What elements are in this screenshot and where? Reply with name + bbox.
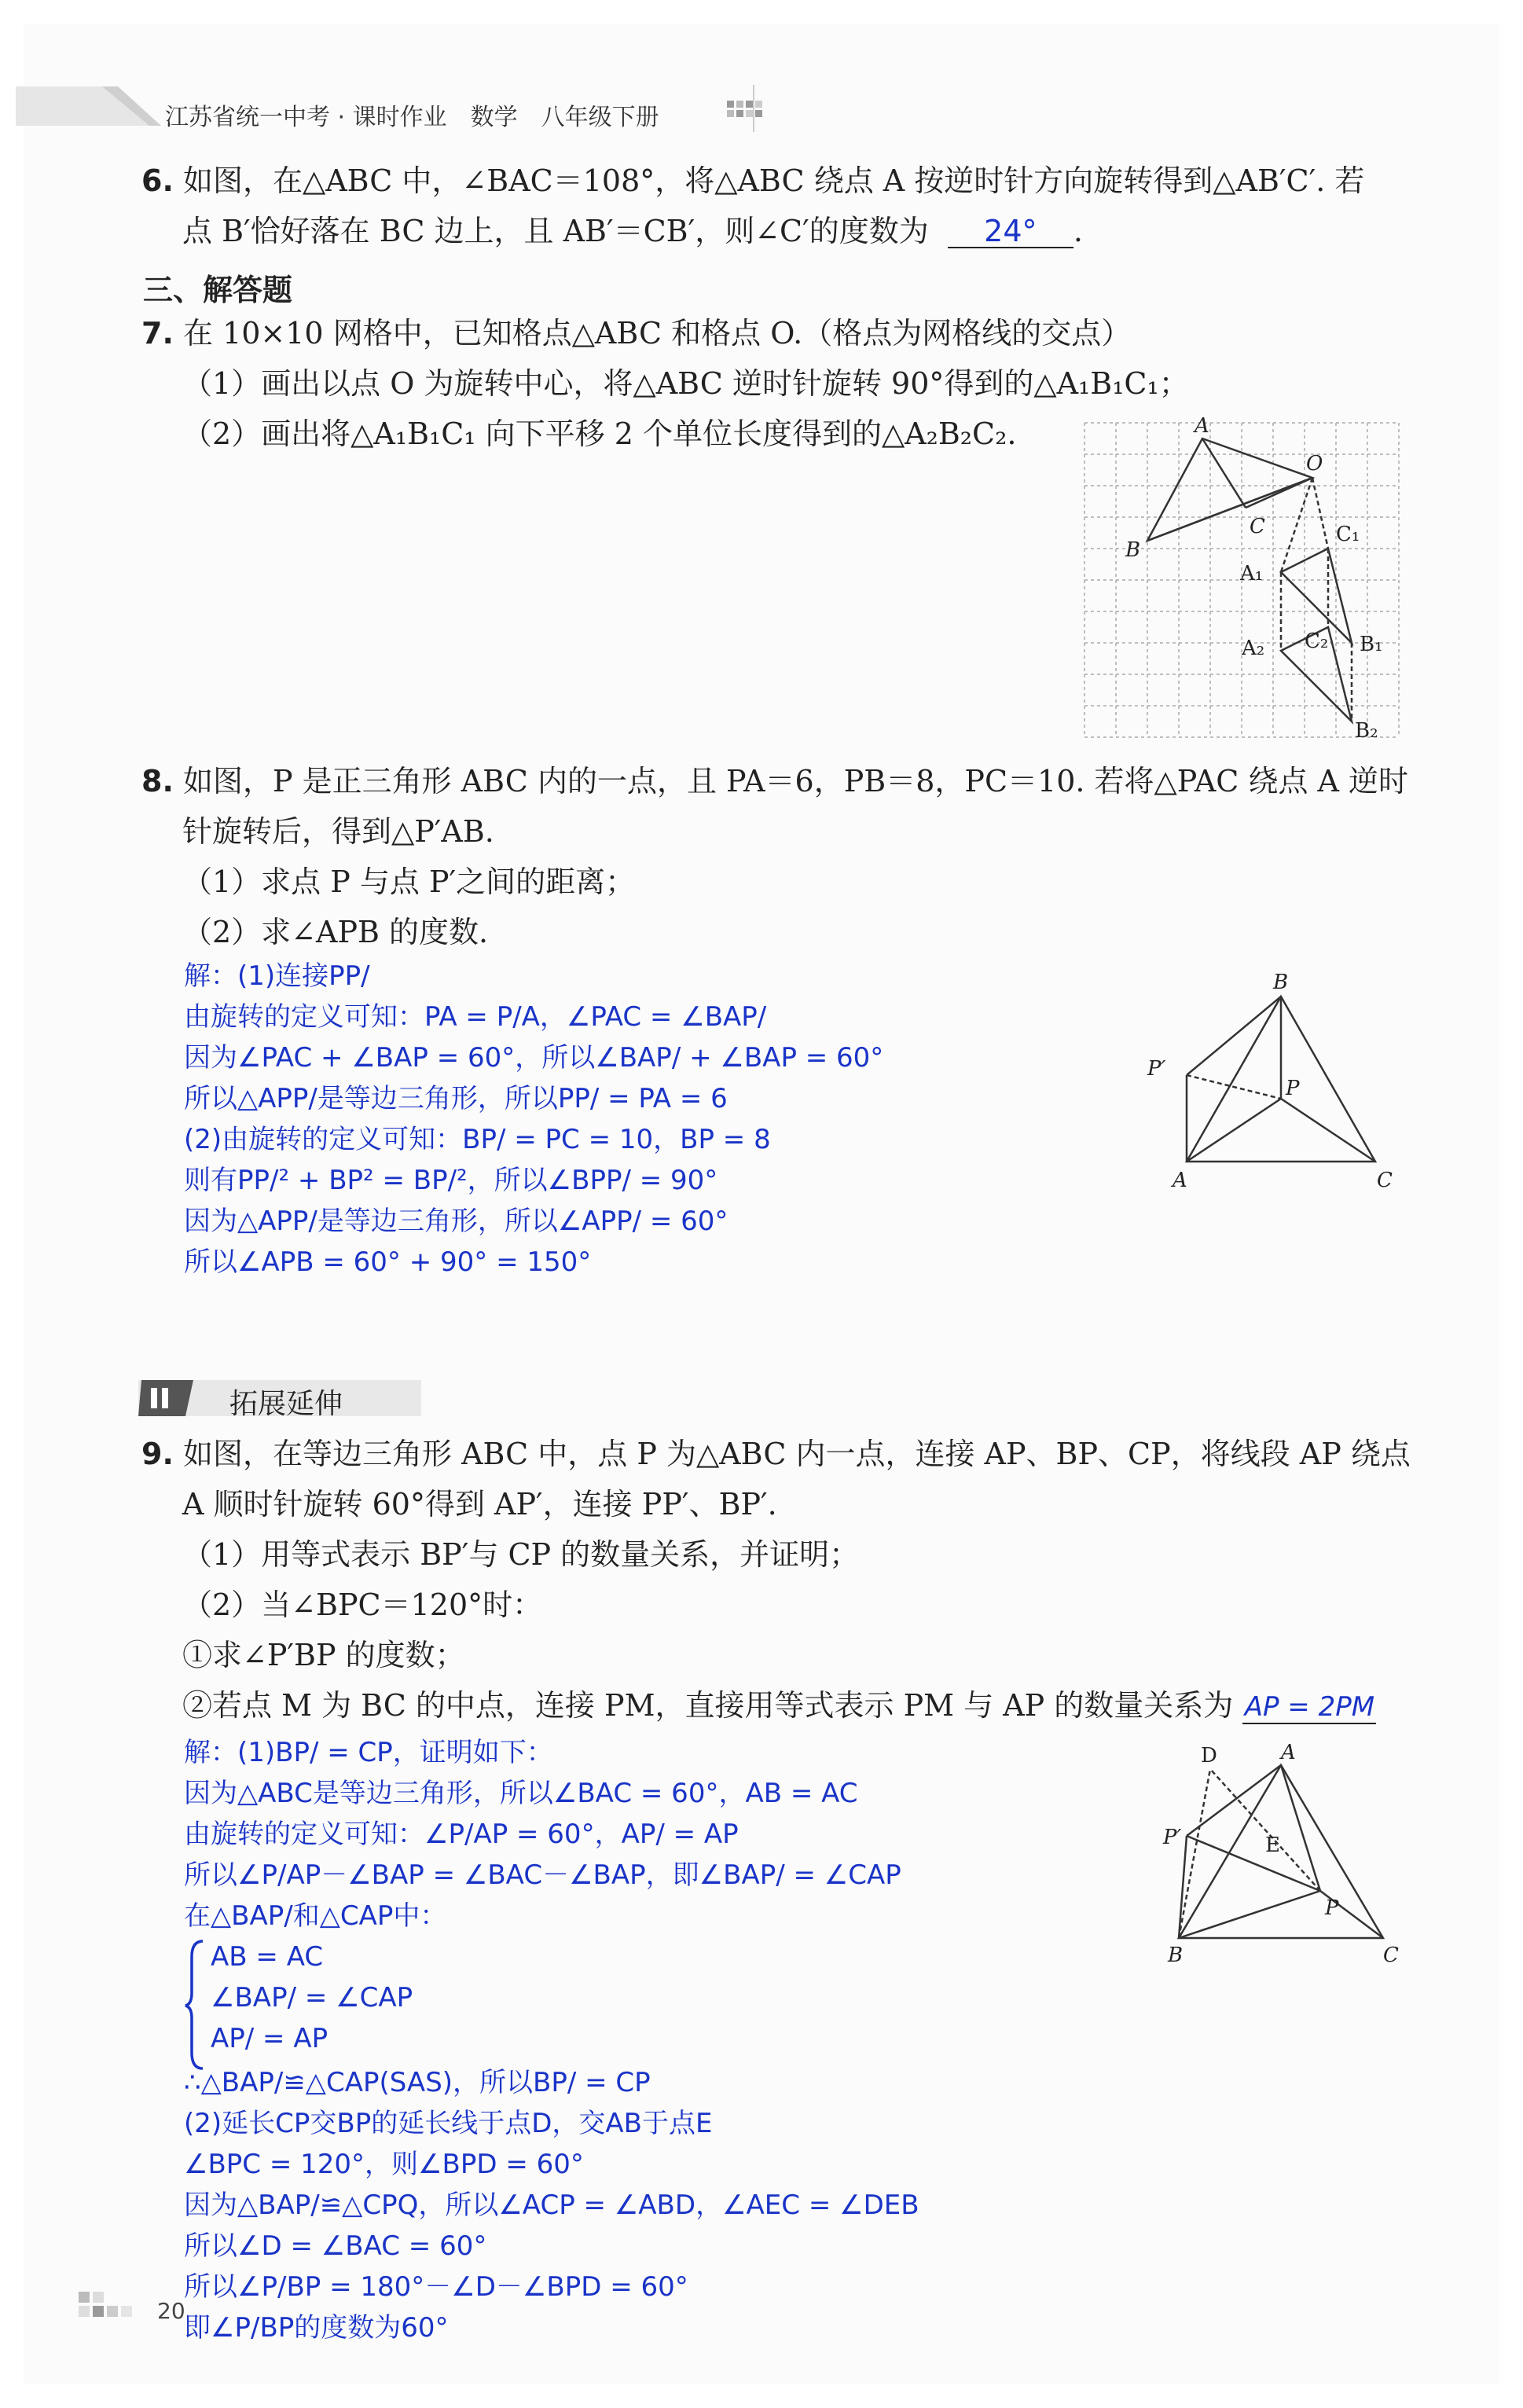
- q9-label-a: A: [1281, 1741, 1296, 1764]
- triangle-abc: [1179, 1765, 1383, 1938]
- q9-label-b: B: [1168, 1944, 1184, 1967]
- q8-sub2: （2）求∠APB 的度数.: [182, 915, 489, 949]
- q9-sub2b: [182, 1690, 1376, 1724]
- segment-b-o: [1147, 478, 1312, 541]
- q8-solution-line: 则有PP/² + BP² = BP/²，所以∠BPP/ = 90°: [184, 1165, 718, 1196]
- q9-system-line: ∠BAP/ = ∠CAP: [211, 1982, 413, 2013]
- segment-p-c: [1281, 1099, 1375, 1162]
- q7-sub1: （1）画出以点 O 为旋转中心，将△ABC 逆时针旋转 90°得到的△A₁B₁C₁；: [182, 366, 1189, 401]
- q7-label-o: O: [1306, 452, 1323, 475]
- q9-system-line: AP/ = AP: [211, 2023, 328, 2054]
- q9-text-1: 如图，在等边三角形 ABC 中，点 P 为△ABC 内一点，连接 AP、BP、CP，将线段 AP 绕点: [182, 1437, 1411, 1471]
- q7-label-c: C: [1250, 515, 1265, 538]
- segment-pp-p: [1187, 1836, 1320, 1891]
- q8-solution-line: (2)由旋转的定义可知：BP/ = PC = 10，BP = 8: [184, 1124, 771, 1155]
- q7-label-b2: B₂: [1355, 719, 1378, 743]
- segment-pp-b: [1179, 1836, 1187, 1938]
- triangle-a1b1c1: [1281, 549, 1352, 643]
- q9-sub1: （1）用等式表示 BP′与 CP 的数量关系，并证明；: [182, 1537, 860, 1572]
- footer-grid-icon: [79, 2292, 157, 2339]
- q9-label-p: P: [1325, 1896, 1339, 1920]
- q9-sub2a: ①求∠P′BP 的度数；: [182, 1638, 465, 1672]
- q9-sub2b-text: ②若点 M 为 BC 的中点，连接 PM，直接用等式表示 PM 与 AP 的数量关系为: [182, 1688, 1234, 1723]
- extension-title: 拓展延伸: [229, 1388, 343, 1420]
- q6-text-2: 点 B′恰好落在 BC 边上，且 AB′＝CB′，则∠C′的度数为: [182, 214, 929, 248]
- segment-b-p: [1179, 1891, 1320, 1938]
- q9-solution-line: 所以∠P/AP－∠BAP = ∠BAC－∠BAP，即∠BAP/ = ∠CAP: [184, 1859, 901, 1891]
- header-grid-icon: [727, 101, 774, 124]
- q8-number: 8.: [141, 764, 174, 798]
- q9-solution-line: 所以∠P/BP = 180°－∠D－∠BPD = 60°: [184, 2271, 688, 2303]
- q9-solution-line: 因为△BAP/≌△CPQ，所以∠ACP = ∠ABD，∠AEC = ∠DEB: [184, 2190, 919, 2221]
- segment-a-pp: [1187, 1765, 1281, 1836]
- q9-solution-line: 在△BAP/和△CAP中：: [184, 1900, 447, 1932]
- q8-text-1: 如图，P 是正三角形 ABC 内的一点，且 PA＝6，PB＝8，PC＝10. 若将△PAC 绕点 A 逆时: [182, 764, 1409, 798]
- q8-figure: [1132, 965, 1422, 1193]
- q8-solution-line: 因为△APP/是等边三角形，所以∠APP/ = 60°: [184, 1206, 728, 1237]
- q9-solution-line: 所以∠D = ∠BAC = 60°: [184, 2230, 487, 2262]
- q9-solution-line: 由旋转的定义可知：∠P/AP = 60°，AP/ = AP: [184, 1819, 739, 1850]
- q8-line2: 针旋转后，得到△P′AB.: [182, 814, 494, 849]
- q9-label-e: E: [1265, 1834, 1280, 1857]
- q9-line2: A 顺时针旋转 60°得到 AP′，连接 PP′、BP′.: [182, 1487, 777, 1522]
- q6-number: 6.: [141, 163, 174, 198]
- q7-text-1: 在 10×10 网格中，已知格点△ABC 和格点 O.（格点为网格线的交点）: [182, 316, 1132, 351]
- q8-solution-line: 因为∠PAC + ∠BAP = 60°，所以∠BAP/ + ∠BAP = 60°: [184, 1042, 884, 1074]
- q8-label-b: B: [1273, 971, 1289, 994]
- q9-line1: [141, 1438, 1411, 1470]
- page-number: 20: [157, 2298, 185, 2324]
- q8-label-a: A: [1173, 1169, 1187, 1192]
- q8-sub1: （1）求点 P 与点 P′之间的距离；: [182, 864, 636, 899]
- q6-text-1: 如图，在△ABC 中，∠BAC＝108°，将△ABC 绕点 A 按逆时针方向旋转得到△AB′C′. 若: [182, 163, 1365, 198]
- q8-solution-line: 所以∠APB = 60° + 90° = 150°: [184, 1246, 592, 1278]
- q9-system-line: AB = AC: [211, 1941, 324, 1973]
- segment-a-p: [1281, 1765, 1320, 1891]
- q9-solution-line: 因为△ABC是等边三角形，所以∠BAC = 60°，AB = AC: [184, 1778, 858, 1809]
- q9-figure: [1155, 1734, 1415, 1969]
- q9-solution-line: ∠BPC = 120°，则∠BPD = 60°: [184, 2149, 584, 2180]
- brace-icon: [184, 1938, 207, 2072]
- q6-line2: [182, 215, 1083, 248]
- q6-end: .: [1073, 214, 1083, 248]
- q8-solution-line: 所以△APP/是等边三角形，所以PP/ = PA = 6: [184, 1083, 728, 1114]
- segment-p-a: [1187, 1099, 1281, 1162]
- q6-line1: [141, 165, 1364, 196]
- q9-number: 9.: [141, 1437, 174, 1471]
- q9-answer: AP = 2PM: [1244, 1691, 1375, 1723]
- q9-solution-line: ∴△BAP/≌△CAP(SAS)，所以BP/ = CP: [184, 2067, 651, 2098]
- segment-c-o: [1246, 478, 1312, 508]
- q6-answer: 24°: [984, 214, 1037, 248]
- q6-answer-blank: [948, 215, 1073, 248]
- section-title: 三、解答题: [143, 273, 293, 307]
- q9-sub2: （2）当∠BPC＝120°时：: [182, 1588, 543, 1622]
- q9-label-d: D: [1201, 1744, 1217, 1767]
- q9-label-c: C: [1383, 1944, 1399, 1967]
- header-decoration: [16, 79, 173, 134]
- q8-label-pp: P′: [1147, 1057, 1166, 1081]
- q9-answer-blank: [1242, 1690, 1376, 1724]
- q7-label-b: B: [1125, 538, 1141, 562]
- q7-label-a1: A₁: [1240, 562, 1264, 585]
- q8-label-p: P: [1286, 1077, 1300, 1100]
- q7-label-c2: C₂: [1305, 630, 1329, 653]
- segment-p-d: [1210, 1769, 1320, 1891]
- q7-number: 7.: [141, 316, 174, 351]
- q7-label-a2: A₂: [1242, 637, 1265, 660]
- segment-pp-b: [1187, 997, 1281, 1075]
- q8-label-c: C: [1377, 1169, 1393, 1192]
- q8-solution-line: 解：(1)连接PP/: [184, 960, 370, 992]
- q7-label-a: A: [1195, 415, 1209, 438]
- segment-a-c: [1202, 439, 1246, 508]
- q7-label-b1: B₁: [1360, 633, 1383, 656]
- q9-solution-line: (2)延长CP交BP的延长线于点D，交AB于点E: [184, 2108, 713, 2139]
- q7-sub2: （2）画出将△A₁B₁C₁ 向下平移 2 个单位长度得到的△A₂B₂C₂.: [182, 417, 1017, 451]
- line-c-o: [1312, 478, 1328, 549]
- q8-solution-line: 由旋转的定义可知：PA = P/A，∠PAC = ∠BAP/: [184, 1001, 767, 1033]
- q9-solution-line: 解：(1)BP/ = CP，证明如下：: [184, 1737, 553, 1768]
- q8-line1: [141, 765, 1408, 797]
- q9-solution-line: 即∠P/BP的度数为60°: [184, 2312, 449, 2344]
- q9-label-pp: P′: [1163, 1826, 1182, 1849]
- q7-label-c1: C₁: [1336, 523, 1360, 546]
- q7-line1: [141, 318, 1131, 349]
- header-title: 江苏省统一中考 · 课时作业 数学 八年级下册: [165, 104, 659, 131]
- q7-figure: [1077, 415, 1454, 745]
